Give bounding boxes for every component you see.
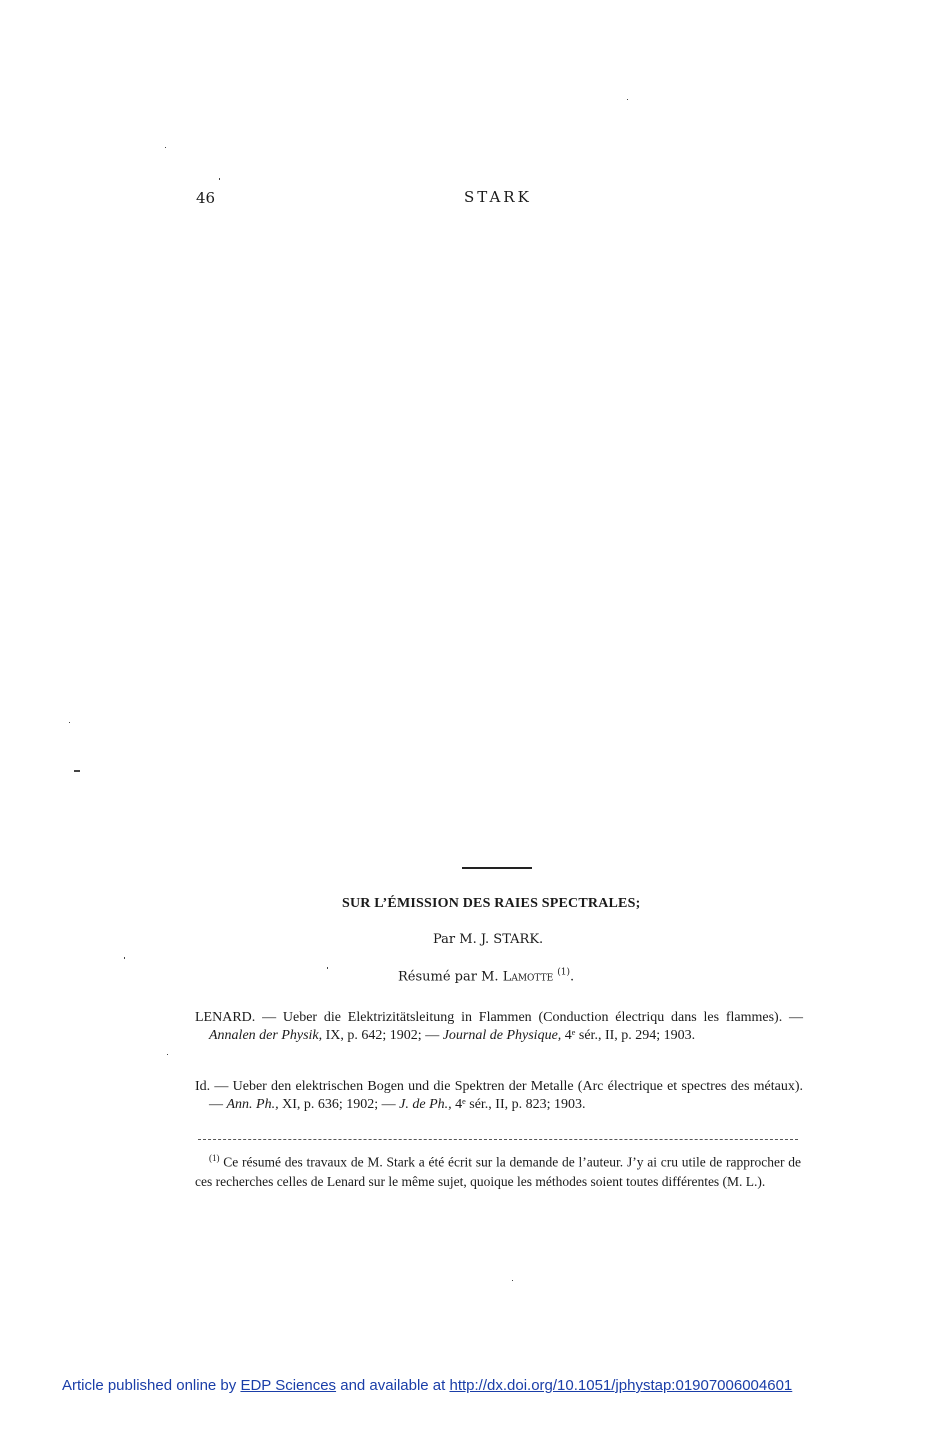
summary-author: Lamotte	[502, 969, 554, 985]
summary-prefix: Résumé par M.	[398, 969, 499, 985]
article-byline: Par M. J. STARK.	[433, 932, 544, 947]
footnote-divider	[198, 1139, 798, 1140]
scan-speck	[124, 957, 125, 959]
publication-prefix: Article published online by	[62, 1377, 241, 1394]
ref-text: 4ᵉ sér., II, p. 294; 1903.	[561, 1028, 696, 1043]
ref-text: — Ueber den elektrischen Bogen und die Spektren der Metalle (Arc électrique et spectres des métaux). —	[209, 1079, 803, 1112]
ref-author: Id.	[195, 1079, 211, 1094]
running-head: STARK	[464, 188, 532, 206]
ref-journal: Ann. Ph.,	[226, 1097, 279, 1112]
footnote	[195, 1149, 801, 1191]
scan-speck	[219, 178, 220, 180]
ref-text: XI, p. 636; 1902; —	[278, 1097, 400, 1112]
ref-text: — Ueber die Elektrizitätsleitung in Flammen (Conduction électriqu dans les flammes). —	[255, 1010, 803, 1025]
page-number: 46	[196, 189, 216, 207]
publisher-link[interactable]: EDP Sciences	[240, 1377, 337, 1394]
ref-journal: J. de Ph.,	[399, 1097, 452, 1112]
publication-notice	[62, 1377, 792, 1394]
summary-credit	[398, 968, 574, 984]
ref-text: 4ᵉ sér., II, p. 823; 1903.	[451, 1097, 586, 1112]
reference-1	[195, 1009, 803, 1045]
doi-link[interactable]: http://dx.doi.org/10.1051/jphystap:01907006004601	[449, 1377, 793, 1394]
summary-suffix: .	[570, 969, 575, 985]
ref-text: IX, p. 642; 1902; —	[322, 1028, 443, 1043]
scan-speck	[69, 722, 70, 723]
scan-speck	[74, 770, 80, 772]
footnote-text: Ce résumé des travaux de M. Stark a été écrit sur la demande de l’auteur. J’y ai cru utile de rapprocher de ces recherches celles de Lenard sur le même sujet, quoique les méthodes soient toutes différentes (M. L.).	[195, 1154, 801, 1189]
scan-speck	[512, 1280, 513, 1281]
scan-speck	[327, 967, 328, 969]
article-title: SUR L’ÉMISSION DES RAIES SPECTRALES;	[342, 896, 641, 911]
scan-speck	[167, 1054, 168, 1055]
ref-journal: Journal de Physique,	[442, 1028, 562, 1043]
publication-middle: and available at	[336, 1377, 450, 1394]
ref-author: LENARD.	[195, 1010, 256, 1025]
reference-2	[195, 1078, 803, 1114]
scan-speck	[627, 99, 628, 100]
footnote-marker: (1)	[209, 1153, 220, 1163]
ref-journal: Annalen der Physik,	[209, 1028, 323, 1043]
scan-speck	[165, 147, 166, 148]
footnote-ref[interactable]: (1)	[557, 968, 571, 978]
section-divider	[462, 867, 532, 869]
